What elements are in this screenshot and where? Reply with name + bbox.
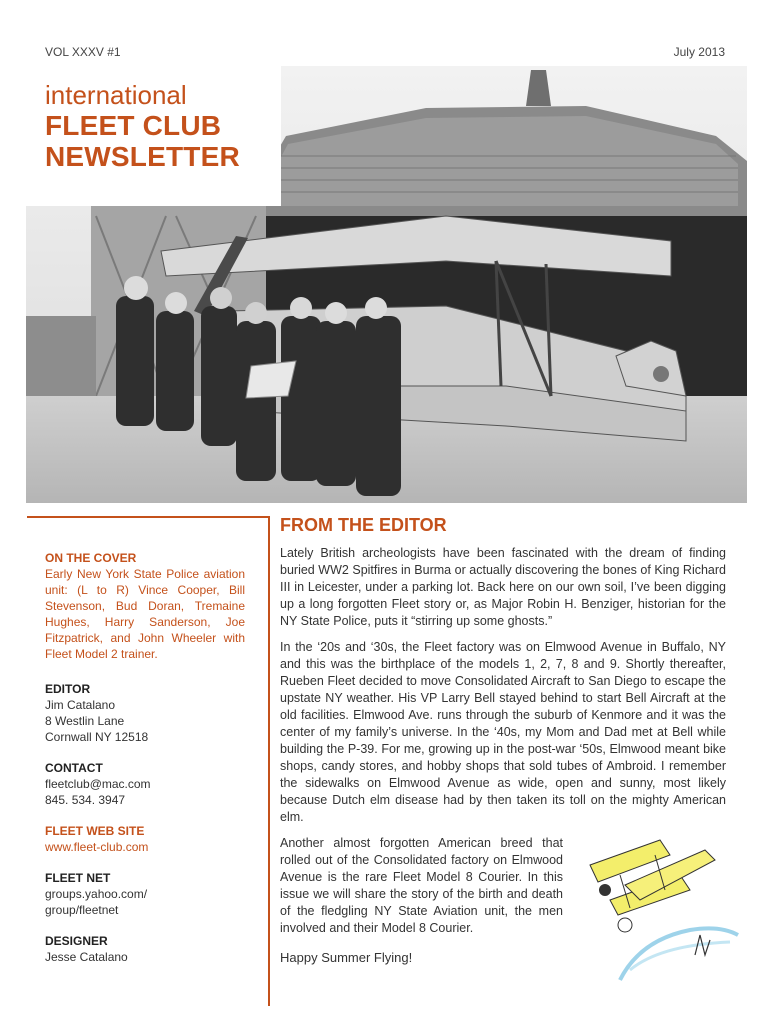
contact-phone: 845. 534. 3947 [45,793,126,807]
article-paragraph: Lately British archeologists have been fascinated with the dream of finding buried WW2 Spitfires in Burma or actually discovering the bones of King Richard III in Leicester, under a parking lot. Back here on our own soil, I’ve been digging up a long forgotten Fleet story or, as Major Robin H. Benziger, historian for the NY State Police, puts it “stirring up some ghosts.” [280,546,726,628]
title-fleet-club: FLEET CLUB [45,110,222,141]
cover-caption: Early New York State Police aviation unit: (L to R) Vince Cooper, Bill Stevenson, Bud Doran, Tremaine Hughes, Harry Sanderson, Joe Fitzpatrick, and John Wheeler with Fleet Model 2 trainer. [45,567,245,661]
volume-label: VOL XXXV #1 [45,45,121,59]
sidebar [45,550,245,980]
fleetnet-section [45,870,245,918]
contact-heading: CONTACT [45,761,103,775]
editor-section [45,681,245,745]
title-newsletter: NEWSLETTER [45,141,240,172]
website-section [45,823,245,855]
contact-section [45,760,245,808]
newsletter-title [45,80,295,172]
cover-heading: ON THE COVER [45,551,137,565]
editor-line: 8 Westlin Lane [45,714,125,728]
fleetnet-link[interactable]: groups.yahoo.com/ [45,887,148,901]
article-paragraph: In the ‘20s and ‘30s, the Fleet factory was on Elmwood Avenue in Buffalo, NY and this was the birthplace of the models 1, 2, 7, 8 and 9. Shortly thereafter, Rueben Fleet decided to move Consolidated Aircraft to San Diego to escape the upstate NY weather. His VP Larry Bell stayed behind to start Bell Aircraft at the old facilities. Elmwood Ave. runs through the suburb of Kenmore and it was the center of my family’s universe. In the ‘40s, my Mom and Dad met at Bell while building the P-39. For me, growing up in the post-war ‘50s, Elmwood meant bike shops, candy stores, and hobby shops that sold tubes of Ambroid. I remember the sidewalks on Elmwood Avenue as wide, open and sunny, most likely because Dutch elm disease had by then taken its toll on the mighty American elm. [280,640,726,824]
designer-name: Jesse Catalano [45,950,128,964]
contact-email[interactable]: fleetclub@mac.com [45,777,151,791]
vertical-divider [268,516,270,1006]
title-international: international [45,80,187,110]
article-title: FROM THE EDITOR [280,515,447,535]
fleetnet-heading: FLEET NET [45,871,111,885]
website-heading: FLEET WEB SITE [45,824,145,838]
editor-line: Jim Catalano [45,698,116,712]
biplane-sketch-icon [580,830,740,990]
designer-heading: DESIGNER [45,934,108,948]
horizontal-divider [27,516,270,518]
website-link[interactable]: www.fleet-club.com [45,840,149,854]
issue-date: July 2013 [673,45,725,59]
designer-section [45,933,245,965]
editor-heading: EDITOR [45,682,91,696]
sign-off: Happy Summer Flying! [280,950,413,965]
editor-line: Cornwall NY 12518 [45,730,149,744]
fleetnet-link[interactable]: group/fleetnet [45,903,119,917]
article-paragraph: Another almost forgotten American breed that rolled out of the Consolidated factory on Elmwood Avenue is the rare Fleet Model 8 Courier. In this issue we will share the story of the birth and death of the fledgling NY State Aviation unit, the men involved and their Model 8 Courier. [280,836,563,935]
